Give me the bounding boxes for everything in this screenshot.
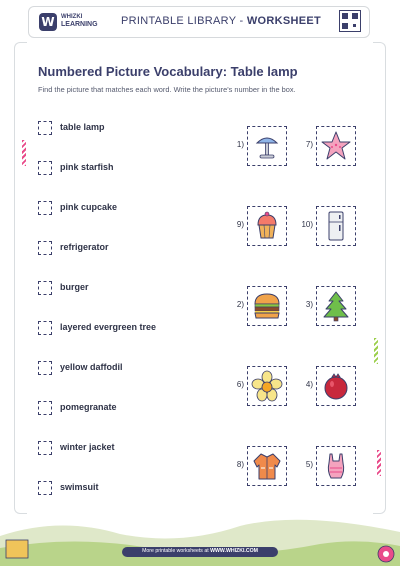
footer-bar (122, 547, 278, 557)
footer-text (122, 548, 278, 554)
winter-jacket-icon (250, 449, 284, 483)
whizki-logo-icon: W (39, 13, 57, 31)
header-title (121, 15, 321, 27)
picture-card (305, 446, 356, 486)
picture-number: 7) (305, 140, 313, 149)
brand-line-1: WHIZKI (61, 14, 83, 20)
refrigerator-icon (319, 209, 353, 243)
picture-number: 6) (236, 380, 244, 389)
picture-card (305, 126, 356, 166)
word-label: layered evergreen tree (60, 322, 157, 332)
picture-number: 4) (305, 380, 313, 389)
brand-name (61, 13, 98, 29)
picture-card (236, 366, 287, 406)
worksheet-title: Numbered Picture Vocabulary: Table lamp (38, 64, 298, 79)
brand-line-2: LEARNING (61, 21, 98, 28)
header-title-bold: WORKSHEET (246, 15, 322, 27)
picture-number: 10) (301, 220, 313, 229)
answer-box[interactable] (38, 441, 52, 455)
footer-text-prefix: More printable worksheets at (142, 548, 211, 554)
worksheet-header (28, 6, 370, 38)
picture-number: 8) (236, 460, 244, 469)
answer-box[interactable] (38, 201, 52, 215)
word-label: pink starfish (60, 162, 114, 172)
daffodil-icon (250, 369, 284, 403)
answer-box[interactable] (38, 481, 52, 495)
picture-card (236, 446, 287, 486)
word-label: pink cupcake (60, 202, 118, 212)
picture-number: 1) (236, 140, 244, 149)
picture-card (236, 126, 287, 166)
word-label: refrigerator (60, 242, 109, 252)
answer-box[interactable] (38, 281, 52, 295)
header-title-prefix: PRINTABLE LIBRARY - (121, 15, 247, 27)
word-label: swimsuit (60, 482, 99, 492)
pink-stripe-decoration (377, 450, 381, 476)
evergreen-tree-icon (319, 289, 353, 323)
burger-icon (250, 289, 284, 323)
starfish-icon (319, 129, 353, 163)
answer-box[interactable] (38, 121, 52, 135)
word-label: pomegranate (60, 402, 117, 412)
word-label: winter jacket (60, 442, 115, 452)
right-decorative-rail (373, 42, 386, 514)
answer-box[interactable] (38, 321, 52, 335)
left-decorative-rail (14, 42, 27, 514)
pink-stripe-decoration (22, 140, 26, 166)
word-label: table lamp (60, 122, 105, 132)
worksheet-instructions: Find the picture that matches each word. Write the picture's number in the box. (38, 85, 296, 94)
green-stripe-decoration (374, 338, 378, 364)
footer-url-link[interactable]: WWW.WHIZKI.COM (210, 548, 258, 554)
picture-card (236, 286, 287, 326)
qr-code-icon (339, 10, 361, 32)
word-label: burger (60, 282, 89, 292)
pomegranate-icon (319, 369, 353, 403)
cupcake-icon (250, 209, 284, 243)
picture-number: 9) (236, 220, 244, 229)
answer-box[interactable] (38, 401, 52, 415)
picture-card (301, 206, 356, 246)
picture-card (305, 366, 356, 406)
table-lamp-icon (250, 129, 284, 163)
swimsuit-icon (319, 449, 353, 483)
answer-box[interactable] (38, 241, 52, 255)
picture-card (305, 286, 356, 326)
picture-number: 5) (305, 460, 313, 469)
picture-card (236, 206, 287, 246)
answer-box[interactable] (38, 161, 52, 175)
picture-number: 2) (236, 300, 244, 309)
answer-box[interactable] (38, 361, 52, 375)
word-label: yellow daffodil (60, 362, 123, 372)
picture-number: 3) (305, 300, 313, 309)
